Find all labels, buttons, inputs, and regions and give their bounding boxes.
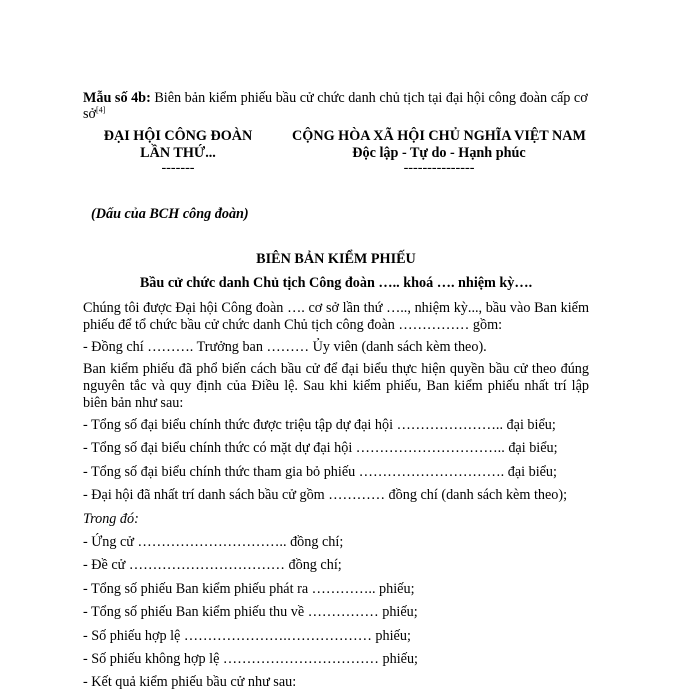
list-item: - Đề cử …………………………… đồng chí; [83,557,342,574]
list-item: - Tổng số phiếu Ban kiểm phiếu phát ra ………….. phiếu; [83,580,415,597]
list-item: - Đại hội đã nhất trí danh sách bầu cử gồm ………… đồng chí (danh sách kèm theo); [83,487,568,504]
list-item: - Tổng số phiếu Ban kiểm phiếu thu về …………… phiếu; [83,604,418,621]
document-title: BIÊN BẢN KIỂM PHIẾU [256,251,416,267]
list-item: - Số phiếu hợp lệ ………………….……………… phiếu; [83,627,411,644]
header-left-divider: ------- [161,160,195,176]
trong-do-label: Trong đó: [83,510,139,527]
header-right-divider: --------------- [403,160,475,176]
list-item: - Số phiếu không hợp lệ …………………………… phiếu; [83,650,418,667]
motto: Độc lập - Tự do - Hạnh phúc [352,145,526,161]
document-subtitle: Bầu cử chức danh Chủ tịch Công đoàn ….. khoá …. nhiệm kỳ…. [139,275,533,291]
intro-paragraph: Chúng tôi được Đại hội Công đoàn …. cơ sở lần thứ ….., nhiệm kỳ..., bầu vào Ban kiểm phiếu để tổ chức bầu cử chức danh Chủ tịch công đoàn …………… gồm: [83,300,589,333]
seal-note: (Dấu của BCH công đoàn) [91,206,249,222]
template-heading [83,90,589,122]
document-header [83,128,589,208]
list-item: - Kết quả kiểm phiếu bầu cử như sau: [83,674,297,691]
process-paragraph: Ban kiểm phiếu đã phổ biến cách bầu cử để đại biểu thực hiện quyền bầu cử theo đúng nguyên tắc và quy định của Điều lệ. Sau khi kiểm phiếu, Ban kiểm phiếu nhất trí lập biên bản như sau: [83,361,589,411]
template-label: Mẫu số 4b: [83,90,151,106]
template-text: Biên bản kiểm phiếu bầu cử chức danh chủ tịch tại đại hội công đoàn cấp cơ sở [83,90,588,122]
list-item: - Ứng cử ………………………….. đồng chí; [83,533,344,550]
list-item: - Tổng số đại biểu chính thức tham gia bỏ phiếu …………………………. đại biểu; [83,463,557,480]
country-name: CỘNG HÒA XÃ HỘI CHỦ NGHĨA VIỆT NAM [292,128,586,144]
congress-session: LẦN THỨ... [140,145,216,161]
document-page [83,90,589,208]
header-left [83,128,273,175]
members-paragraph: - Đồng chí ………. Trưởng ban ……… Ủy viên (danh sách kèm theo). [83,339,487,355]
list-item: - Tổng số đại biểu chính thức được triệu tập dự đại hội ………………….. đại biểu; [83,417,556,433]
document-body [83,300,589,698]
header-right [289,128,589,175]
list-item: - Tổng số đại biểu chính thức có mặt dự đại hội ………………………….. đại biểu; [83,440,558,457]
footnote-link[interactable]: [4] [96,105,106,115]
congress-name: ĐẠI HỘI CÔNG ĐOÀN [103,128,253,144]
